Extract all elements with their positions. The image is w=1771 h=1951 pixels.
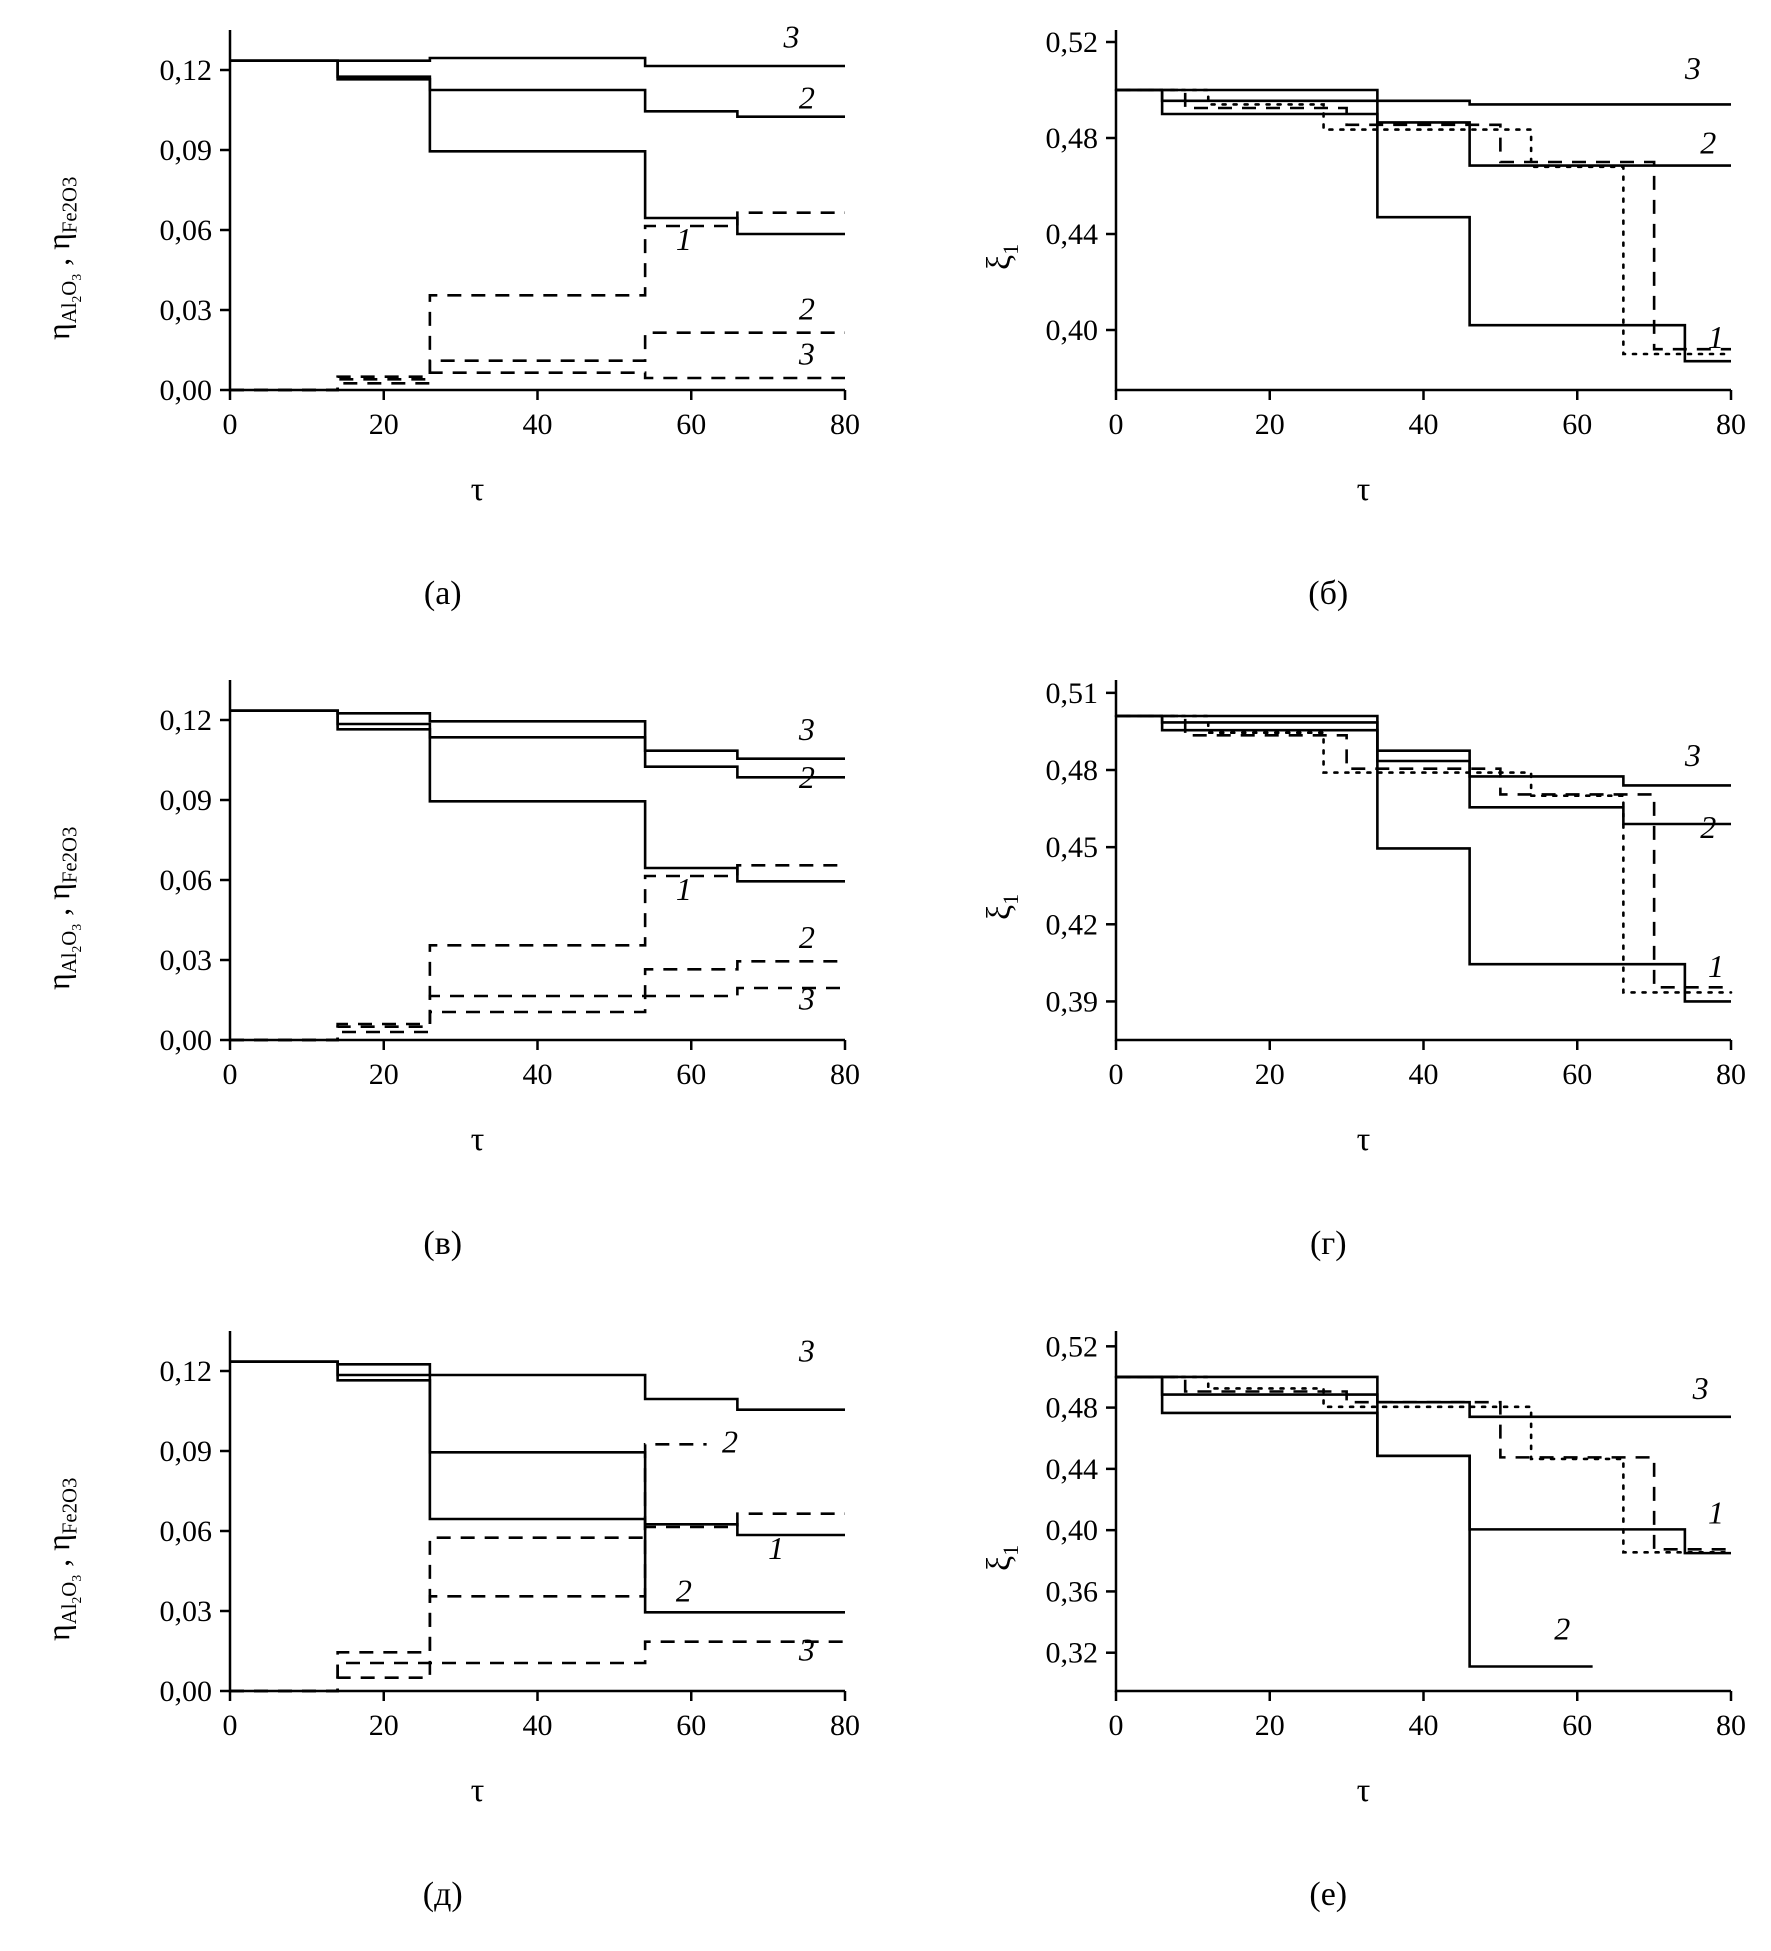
y-tick-label: 0,12 [159,704,212,738]
panel-cell-v [0,650,886,1300]
series-line-1 [230,61,845,234]
y-tick-label: 0,09 [159,1434,212,1468]
y-tick-label: 0,45 [1045,831,1098,865]
series-line-2 [230,333,845,390]
y-axis-label: $\eta_{Al_2O_3}$ , $\eta_{Fe2O3}$ [40,176,85,340]
x-axis-label: τ [470,1121,485,1159]
panel-b [886,0,1771,650]
y-tick-label: 0,51 [1045,677,1098,711]
curve-label: 3 [798,1630,815,1667]
curve-label: 1 [675,221,692,257]
y-tick-label: 0,44 [1045,218,1098,251]
series-line-1-dot [1116,90,1731,354]
series-line-1-dash [1116,90,1731,349]
y-tick-label: 0,48 [1045,122,1098,155]
series-line-3 [230,58,845,66]
curve-label: 3 [1684,50,1701,87]
x-tick-label: 80 [1715,408,1746,441]
x-tick-label: 80 [830,408,860,441]
panel-caption: (д) [422,1875,463,1913]
curve-label: 2 [1553,1610,1570,1647]
x-tick-label: 80 [830,1708,860,1742]
x-axis-label: τ [1356,471,1370,508]
x-tick-label: 80 [1715,1058,1746,1092]
x-tick-label: 0 [222,1708,238,1742]
y-tick-label: 0,00 [159,374,212,407]
series-line-1 [230,1513,845,1690]
panel-cell-d [0,1301,886,1951]
y-tick-label: 0,06 [159,1514,212,1548]
panel-caption: (г) [1309,1225,1347,1263]
series-line-3 [230,711,845,759]
x-tick-label: 40 [522,408,553,441]
curve-label: 1 [675,871,692,908]
x-tick-label: 80 [1715,1708,1746,1742]
panel-v [0,650,886,1300]
y-tick-label: 0,03 [159,1594,212,1628]
panel-cell-e [886,1301,1771,1951]
chart-(е) [886,1301,1771,1951]
series-line-2 [1116,1377,1593,1667]
x-axis-label: τ [470,471,485,508]
panel-cell-g [886,650,1771,1300]
curve-label: 2 [1699,124,1716,161]
y-axis-label: $\xi_1$ [980,894,1023,921]
y-tick-label: 0,36 [1045,1575,1098,1609]
y-tick-label: 0,06 [159,214,212,247]
axis-lines [230,30,845,390]
panel-cell-a [0,0,886,650]
x-tick-label: 0 [222,1058,238,1092]
panel-a [0,0,886,650]
curve-label: 2 [722,1422,738,1459]
axis-lines [1116,30,1731,390]
series-line-3 [230,373,845,390]
y-tick-label: 0,03 [159,294,212,327]
x-tick-label: 40 [1408,1058,1438,1092]
series-line-1 [230,213,845,390]
curve-label: 1 [768,1529,785,1566]
x-tick-label: 0 [222,408,238,441]
x-tick-label: 20 [1254,1058,1285,1092]
curve-label: 3 [798,1332,815,1369]
y-tick-label: 0,12 [159,1354,212,1388]
curve-label: 1 [1707,1493,1724,1530]
y-tick-label: 0,44 [1045,1452,1098,1486]
panel-caption: (а) [423,575,462,612]
x-tick-label: 20 [1254,408,1285,441]
x-tick-label: 20 [1254,1708,1285,1742]
curve-label: 2 [1699,809,1716,846]
y-tick-label: 0,03 [159,944,212,978]
x-axis-label: τ [470,1771,485,1809]
y-axis-label: $\eta_{Al_2O_3}$ , $\eta_{Fe2O3}$ [40,826,85,991]
x-tick-label: 20 [368,1058,399,1092]
x-tick-label: 60 [1561,408,1592,441]
x-tick-label: 20 [368,408,399,441]
y-tick-label: 0,00 [159,1674,212,1708]
curve-label: 2 [675,1572,692,1609]
y-tick-label: 0,40 [1045,314,1098,347]
panel-caption: (б) [1308,575,1349,612]
series-line-2 [230,1361,845,1612]
y-tick-label: 0,52 [1045,26,1098,59]
x-tick-label: 40 [1408,408,1438,441]
curve-label: 3 [798,335,815,372]
curve-label: 3 [1684,737,1701,774]
y-tick-label: 0,00 [159,1024,212,1058]
curve-label: 2 [798,79,815,116]
series-line-1-dash [1116,716,1731,987]
y-tick-label: 0,12 [159,54,212,87]
series-line-3 [230,1641,845,1690]
panel-d [0,1301,886,1951]
x-tick-label: 20 [368,1708,399,1742]
y-tick-label: 0,48 [1045,754,1098,788]
curve-label: 2 [798,290,815,327]
x-tick-label: 40 [1408,1708,1438,1742]
y-axis-label: $\xi_1$ [980,243,1023,270]
series-line-1 [1116,90,1731,361]
curve-label: 3 [798,980,815,1017]
curve-label: 3 [783,18,800,55]
x-axis-label: τ [1356,1771,1370,1809]
series-line-2 [230,962,845,1041]
chart-(г) [886,650,1771,1300]
panel-caption: (в) [423,1225,463,1263]
x-tick-label: 40 [522,1058,553,1092]
curve-label: 2 [798,759,815,796]
curve-label: 3 [798,711,815,748]
y-tick-label: 0,32 [1045,1636,1098,1670]
y-tick-label: 0,09 [159,134,212,167]
series-line-3 [230,1361,845,1409]
series-line-1 [230,866,845,1041]
curve-label: 1 [1707,319,1724,355]
chart-(д) [0,1301,885,1951]
chart-(б) [886,0,1771,650]
curve-label: 2 [798,919,815,956]
x-tick-label: 60 [1561,1058,1592,1092]
x-tick-label: 40 [522,1708,553,1742]
x-tick-label: 60 [676,1058,707,1092]
chart-(в) [0,650,885,1300]
x-tick-label: 60 [676,1708,707,1742]
y-tick-label: 0,39 [1045,985,1098,1019]
series-line-2 [230,1444,707,1691]
x-tick-label: 80 [830,1058,860,1092]
curve-label: 3 [1692,1369,1709,1406]
y-tick-label: 0,52 [1045,1329,1098,1363]
curve-label: 1 [1707,948,1724,985]
y-tick-label: 0,40 [1045,1513,1098,1547]
x-axis-label: τ [1356,1121,1370,1159]
panel-e [886,1301,1771,1951]
y-tick-label: 0,06 [159,864,212,898]
series-line-1 [230,1361,845,1534]
y-tick-label: 0,42 [1045,908,1098,942]
panel-caption: (е) [1309,1875,1348,1913]
axis-lines [230,680,845,1040]
series-line-3 [230,988,845,1040]
chart-(а) [0,0,885,650]
series-line-2 [230,61,845,117]
y-tick-label: 0,09 [159,784,212,818]
panel-cell-b [886,0,1771,650]
panel-g [886,650,1771,1300]
y-axis-label: $\xi_1$ [980,1544,1023,1571]
x-tick-label: 0 [1108,1058,1123,1092]
series-line-1 [1116,716,1731,1001]
x-tick-label: 60 [676,408,707,441]
x-tick-label: 60 [1561,1708,1592,1742]
axis-lines [1116,680,1731,1040]
x-tick-label: 0 [1108,408,1123,441]
axis-lines [230,1331,845,1691]
series-line-1-dot [1116,716,1731,992]
x-tick-label: 0 [1108,1708,1123,1742]
y-tick-label: 0,48 [1045,1391,1098,1425]
y-axis-label: $\eta_{Al_2O_3}$ , $\eta_{Fe2O3}$ [40,1477,85,1641]
